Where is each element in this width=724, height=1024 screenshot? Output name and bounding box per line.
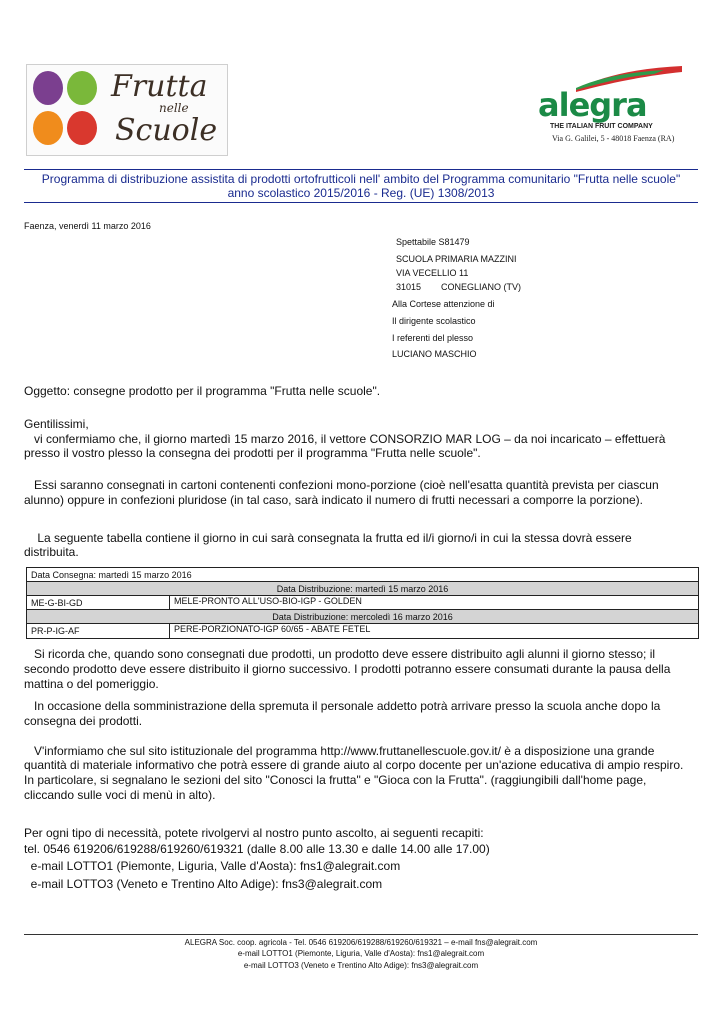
paragraph-2-line-1: Essi saranno consegnati in cartoni contenenti confezioni mono-porzione (cioè nell'esatta quantità prevista per ciascun xyxy=(24,478,659,492)
paragraph-6-line-3: In particolare, si segnalano le sezioni del sito "Conosci la frutta" e "Gioca con la Frutta". (raggiungibili dall'home page, xyxy=(24,773,647,787)
distribution-date-2: Data Distribuzione: mercoledì 16 marzo 2016 xyxy=(272,612,453,622)
recipient-city: CONEGLIANO (TV) xyxy=(441,282,522,292)
paragraph-5-line-1: In occasione della somministrazione della spremuta il personale addetto potrà arrivare presso la scuola anche dopo la xyxy=(24,699,661,713)
grapes-icon xyxy=(33,71,63,105)
brand-name: alegra xyxy=(538,86,647,124)
delivery-date-cell: Data Consegna: martedì 15 marzo 2016 xyxy=(31,570,192,580)
recipient-line-1: Spettabile S81479 xyxy=(396,237,470,247)
paragraph-3-line-1: La seguente tabella contiene il giorno in cui sarà consegnata la frutta ed il/i giorno/i in cui la stessa dovrà essere xyxy=(24,531,632,545)
paragraph-1-line-2: presso il vostro plesso la consegna dei prodotti per il programma "Frutta nelle scuole". xyxy=(24,446,481,460)
paragraph-4-line-3: mattina o del pomeriggio. xyxy=(24,677,159,691)
table-row xyxy=(27,568,698,582)
attention-line-1: Alla Cortese attenzione di xyxy=(392,299,495,309)
subject-line: Oggetto: consegne prodotto per il programma "Frutta nelle scuole". xyxy=(24,384,381,398)
title-bottom-rule xyxy=(24,202,698,203)
title-top-rule xyxy=(24,169,698,170)
frutta-nelle-scuole-logo xyxy=(26,64,228,156)
logo-word-scuole: Scuole xyxy=(115,113,218,148)
product-cell-2 xyxy=(169,624,370,638)
brand-tagline: THE ITALIAN FRUIT COMPANY xyxy=(550,123,653,130)
attention-line-3: I referenti del plesso xyxy=(392,333,474,343)
footer-rule xyxy=(24,934,698,935)
distribution-date-1: Data Distribuzione: martedì 15 marzo 2016 xyxy=(276,584,449,594)
table-row xyxy=(27,610,698,624)
product-cell-1 xyxy=(169,596,362,609)
paragraph-1-line-1: vi confermiamo che, il giorno martedì 15 marzo 2016, il vettore CONSORZIO MAR LOG – da noi incaricato – effettuerà xyxy=(24,432,666,446)
alegra-logo xyxy=(538,66,698,146)
paragraph-6-line-1: V'informiamo che sul sito istituzionale del programma http://www.fruttanellescuole.gov.it/ è a disposizione una grande xyxy=(24,744,655,758)
contact-email-lotto3: e-mail LOTTO3 (Veneto e Trentino Alto Adige): fns3@alegrait.com xyxy=(24,877,383,891)
footer-line-2: e-mail LOTTO1 (Piemonte, Liguria, Valle d'Aosta): fns1@alegrait.com xyxy=(237,949,485,958)
greeting: Gentilissimi, xyxy=(24,417,89,431)
contact-phone: tel. 0546 619206/619288/619260/619321 (dalle 8.00 alle 13.30 e dalle 14.00 alle 17.00) xyxy=(24,842,490,856)
contact-email-lotto1: e-mail LOTTO1 (Piemonte, Liguria, Valle d'Aosta): fns1@alegrait.com xyxy=(24,859,401,873)
table-row xyxy=(27,624,698,638)
recipient-cap: 31015 xyxy=(396,282,422,292)
letter-date: Faenza, venerdì 11 marzo 2016 xyxy=(24,221,151,231)
paragraph-2-line-2: alunno) oppure in confezioni pluridose (in tal caso, sarà indicato il numero di frutti necessari a comporre la porzione). xyxy=(24,493,643,507)
paragraph-5-line-2: consegna dei prodotti. xyxy=(24,714,143,728)
logo-word-frutta: Frutta xyxy=(111,69,208,104)
paragraph-3-line-2: distribuita. xyxy=(24,545,79,559)
paragraph-4-line-1: Si ricorda che, quando sono consegnati due prodotti, un prodotto deve essere distribuito agli alunni il giorno stesso; il xyxy=(24,647,656,661)
footer-line-3: e-mail LOTTO3 (Veneto e Trentino Alto Adige): fns3@alegrait.com xyxy=(243,961,479,970)
recipient-line-3: VIA VECELLIO 11 xyxy=(396,268,469,278)
delivery-table xyxy=(26,567,699,639)
contact-intro: Per ogni tipo di necessità, potete rivolgervi al nostro punto ascolto, ai seguenti recapiti: xyxy=(24,826,484,840)
product-name-2: PERE-PORZIONATO-IGP 60/65 - ABATE FETEL xyxy=(174,624,371,634)
product-name-1: MELE-PRONTO ALL'USO-BIO-IGP - GOLDEN xyxy=(174,596,362,606)
title-line-2: anno scolastico 2015/2016 - Reg. (UE) 1308/2013 xyxy=(227,186,495,200)
product-code-2: PR-P-IG-AF xyxy=(31,626,80,636)
paragraph-4-line-2: secondo prodotto deve essere distribuito il giorno successivo. I prodotti potranno essere consumati durante la pausa della xyxy=(24,662,671,676)
strawberry-icon xyxy=(67,111,97,145)
paragraph-6-line-4: cliccando sulle voci di menù in alto). xyxy=(24,788,216,802)
attention-line-2: Il dirigente scolastico xyxy=(392,316,476,326)
apple-icon xyxy=(67,71,97,105)
brand-address: Via G. Galilei, 5 - 48018 Faenza (RA) xyxy=(552,134,675,143)
footer-line-1: ALEGRA Soc. coop. agricola - Tel. 0546 619206/619288/619260/619321 – e-mail fns@alegrait.com xyxy=(184,938,538,947)
attention-line-4: LUCIANO MASCHIO xyxy=(392,349,477,359)
table-row xyxy=(27,582,698,596)
paragraph-6-line-2: quantità di materiale informativo che potrà essere di grande aiuto al corpo docente per un'azione educativa di ampio respiro. xyxy=(24,758,684,772)
orange-icon xyxy=(33,111,63,145)
product-code-1: ME-G-BI-GD xyxy=(31,598,83,608)
recipient-line-2: SCUOLA PRIMARIA MAZZINI xyxy=(396,254,517,264)
title-line-1: Programma di distribuzione assistita di prodotti ortofrutticoli nell' ambito del Programma comunitario "Frutta nelle scuole" xyxy=(41,172,681,186)
logo-word-nelle: nelle xyxy=(159,101,189,115)
table-row xyxy=(27,596,698,610)
